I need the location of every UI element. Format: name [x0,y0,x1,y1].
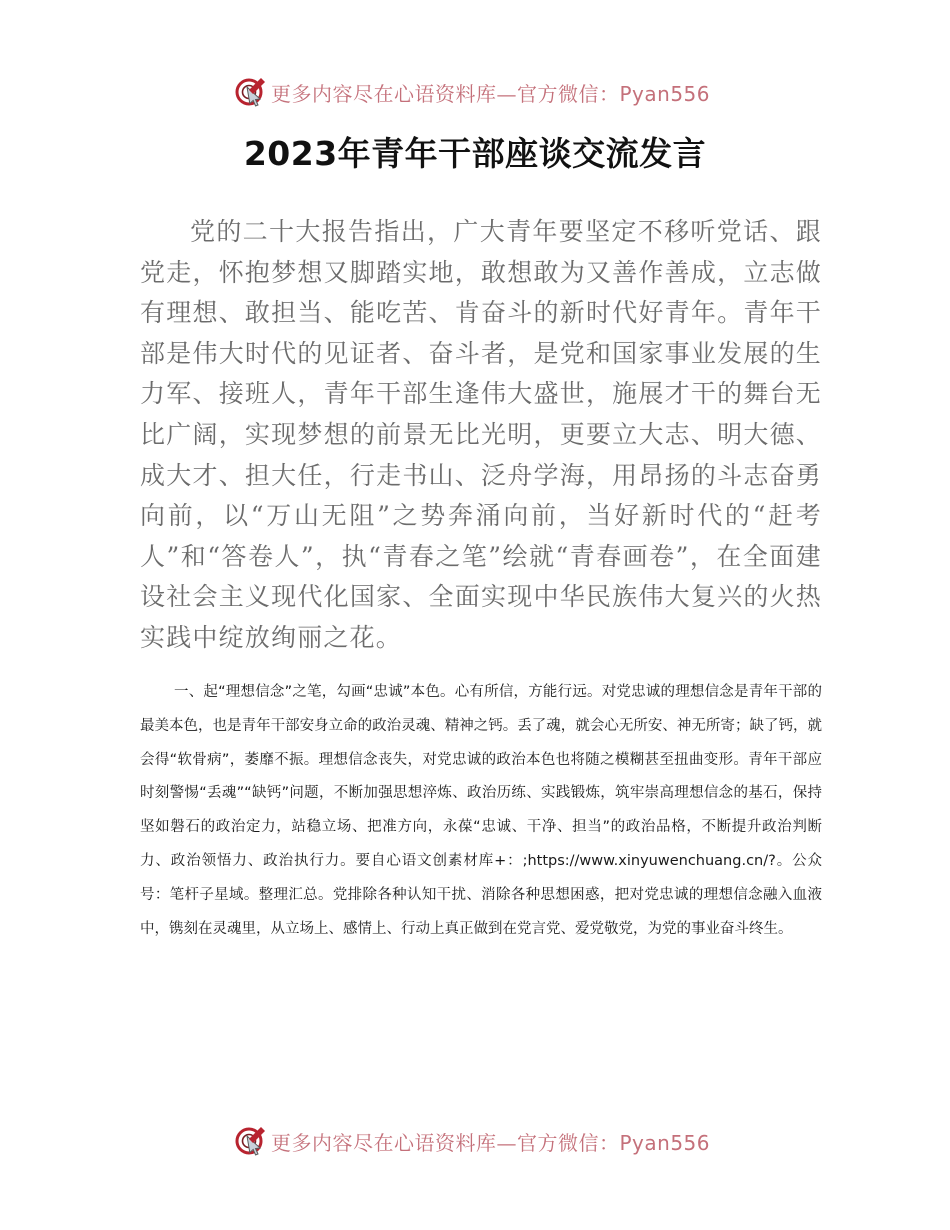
document-title: 2023年青年干部座谈交流发言 [243,134,707,173]
cursor-pen-logo-icon [233,74,269,110]
header-banner-handle: Pyan556 [619,81,711,106]
footer-banner [233,1121,733,1161]
footer-banner-text [271,1127,710,1156]
footer-banner-handle: Pyan556 [619,1130,711,1155]
intro-paragraph: 党的二十大报告指出，广大青年要坚定不移听党话、跟党走，怀抱梦想又脚踏实地，敢想敢为又善作善成，立志做有理想、敢担当、能吃苦、肯奋斗的新时代好青年。青年干部是伟大时代的见证者、奋斗者，是党和国家事业发展的生力军、接班人，青年干部生逢伟大盛世，施展才干的舞台无比广阔，实现梦想的前景无比光明，更要立大志、明大德、成大才、担大任，行走书山、泛舟学海，用昂扬的斗志奋勇向前，以“万山无阻”之势奔涌向前，当好新时代的“赶考人”和“答卷人”，执“青春之笔”绘就“青春画卷”，在全面建设社会主义现代化国家、全面实现中华民族伟大复兴的火热实践中绽放绚丽之花。 [140,217,822,652]
cursor-pen-logo-icon [233,1123,269,1159]
header-banner [233,72,733,112]
section-one-paragraph: 一、起“理想信念”之笔，勾画“忠诚”本色。心有所信，方能行远。对党忠诚的理想信念是青年干部的最美本色，也是青年干部安身立命的政治灵魂、精神之钙。丢了魂，就会心无所安、神无所寄；缺了钙，就会得“软骨病”，萎靡不振。理想信念丧失，对党忠诚的政治本色也将随之模糊甚至扭曲变形。青年干部应时刻警惕“丢魂”“缺钙”问题，不断加强思想淬炼、政治历练、实践锻炼，筑牢崇高理想信念的基石，保持坚如磐石的政治定力，站稳立场、把准方向，永葆“忠诚、干净、担当”的政治品格，不断提升政治判断力、政治领悟力、政治执行力。要自心语文创素材库+：;https://www.xinyuwenchuang.cn/?。公众号：笔杆子星域。整理汇总。党排除各种认知干扰、消除各种思想困惑，把对党忠诚的理想信念融入血液中，镌刻在灵魂里，从立场上、感情上、行动上真正做到在党言党、爱党敬党，为党的事业奋斗终生。 [140,684,822,937]
footer-banner-label: 更多内容尽在心语资料库—官方微信： [271,1130,620,1155]
header-banner-label: 更多内容尽在心语资料库—官方微信： [271,81,620,106]
header-banner-text [271,78,710,107]
